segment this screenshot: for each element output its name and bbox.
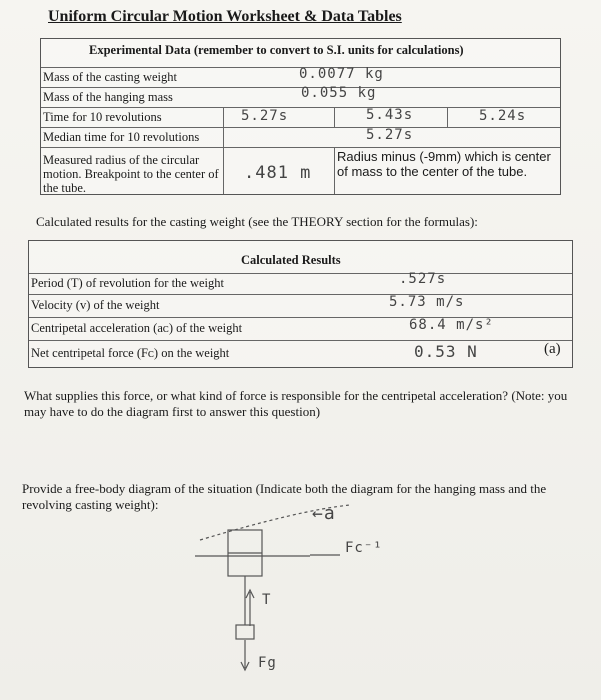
calc-intro-text: Calculated results for the casting weight (see the THEORY section for the formulas): (36, 214, 478, 229)
value-casting-mass: 0.0077 kg (299, 66, 384, 82)
radius-note: Radius minus (-9mm) which is center of mass to the center of the tube. (337, 149, 551, 179)
value-hanging-mass: 0.055 kg (301, 85, 377, 101)
row-label-radius: Measured radius of the circular motion. Breakpoint to the center of the tube. (43, 153, 219, 195)
page-title: Uniform Circular Motion Worksheet & Data Tables (48, 8, 402, 25)
label-gravity-force: Fg (258, 655, 277, 671)
row-label-median-time: Median time for 10 revolutions (43, 130, 200, 144)
row-label-net-force: Net centripetal force (Fᴄ) on the weight (31, 346, 230, 360)
row-label-period: Period (T) of revolution for the weight (31, 276, 225, 290)
answer-tag-a: (a) (544, 341, 561, 357)
experimental-table-header: Experimental Data (remember to convert to S.I. units for calculations) (89, 43, 464, 57)
row-label-hanging-mass: Mass of the hanging mass (43, 90, 173, 104)
value-velocity: 5.73 m/s (389, 294, 465, 310)
value-acceleration: 68.4 m/s² (409, 317, 494, 333)
question-text: What supplies this force, or what kind of force is responsible for the centripetal acceleration? (Note: you may have to do the diagram first to answer this question) (24, 388, 568, 419)
value-period: .527s (399, 271, 447, 287)
label-acceleration-arrow: ←a (312, 503, 336, 524)
fbd-prompt-text: Provide a free-body diagram of the situation (Indicate both the diagram for the hanging mass and the revolving casting weight): (22, 481, 547, 512)
row-label-casting-mass: Mass of the casting weight (43, 70, 178, 84)
row-label-velocity: Velocity (v) of the weight (31, 298, 160, 312)
results-table-header: Calculated Results (241, 253, 341, 267)
value-time-trial-1: 5.27s (241, 108, 289, 124)
value-time-trial-2: 5.43s (366, 107, 414, 123)
row-label-acceleration: Centripetal acceleration (aᴄ) of the weight (31, 321, 243, 335)
calculated-results-table (28, 240, 573, 368)
value-time-trial-3: 5.24s (479, 108, 527, 124)
hanging-mass-box (236, 625, 254, 639)
value-median-time: 5.27s (366, 127, 414, 143)
label-tension: T (262, 592, 272, 608)
tube-box (228, 530, 262, 576)
value-radius: .481 m (244, 163, 312, 183)
value-net-force: 0.53 N (414, 342, 478, 361)
row-label-time-10: Time for 10 revolutions (43, 110, 162, 124)
experimental-data-table (40, 38, 561, 195)
label-centripetal-force: Fc⁻¹ (345, 540, 383, 556)
